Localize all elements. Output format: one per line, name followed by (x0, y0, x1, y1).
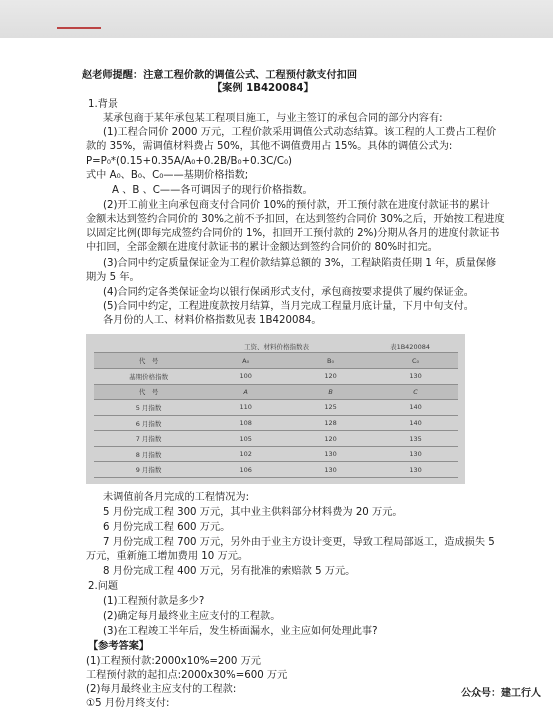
table-row (94, 400, 458, 416)
table-id: 表1B420084 (390, 342, 430, 351)
table-cell: 140 (373, 400, 458, 416)
case-label: 【案例 1B420084】 (212, 83, 314, 94)
table-cell: 130 (288, 462, 373, 478)
paragraph: (3)合同中约定质量保证金为工程价款结算总额的 3%，工程缺陷责任期 1 年，质量保修 (103, 258, 497, 269)
table-cell: 130 (288, 446, 373, 462)
table-cell: 8 月指数 (94, 446, 203, 462)
table-cell: 128 (288, 415, 373, 431)
table-cell: 108 (203, 415, 288, 431)
table-cell: 130 (373, 446, 458, 462)
work-intro: 未调值前各月完成的工程情况为: (103, 492, 250, 503)
question-item: (3)在工程竣工半年后，发生桥面漏水，业主应如何处理此事? (103, 626, 378, 637)
work-item: 5 月份完成工程 300 万元，其中业主供料部分材料费为 20 万元。 (103, 507, 403, 518)
paragraph: 某承包商于某年承包某工程项目施工，与业主签订的承包合同的部分内容有: (103, 113, 443, 124)
table-cell: 130 (373, 462, 458, 478)
paragraph: (1)工程合同价 2000 万元，工程价款采用调值公式动态结算。该工程的人工费占工程价 (103, 127, 497, 138)
table-cell: 130 (373, 369, 458, 385)
price-index-table-image (86, 334, 465, 484)
paragraph: 期为 5 年。 (86, 272, 140, 283)
table-cell: 140 (373, 415, 458, 431)
table-cell: 5 月指数 (94, 400, 203, 416)
table-header-cell: A (203, 384, 288, 400)
page-title: 赵老师提醒：注意工程价款的调值公式、工程预付款支付扣回 (82, 70, 358, 81)
table-header-cell: 代 号 (94, 384, 203, 400)
formula: P=P₀*(0.15+0.35A/A₀+0.2B/B₀+0.3C/C₀) (86, 156, 293, 167)
table-cell: 120 (288, 369, 373, 385)
table-cell: 基期价格指数 (94, 369, 203, 385)
answer-item: (2)每月最终业主应支付的工程款: (86, 684, 237, 695)
paragraph: A 、B 、C——各可调因子的现行价格指数。 (112, 185, 313, 196)
paragraph: 以固定比例(即每完成签约合同价的 1%，扣回开工预付款的 2%)分期从各月的进度付款证书 (86, 228, 500, 239)
paragraph: 各月份的人工、材料价格指数见表 1B420084。 (103, 315, 322, 326)
table-cell: 105 (203, 431, 288, 447)
table-caption-row (94, 340, 458, 353)
table-cell: 125 (288, 400, 373, 416)
work-item: 6 月份完成工程 600 万元。 (103, 522, 231, 533)
answer-item: (1)工程预付款:2000x10%=200 万元 (86, 656, 261, 667)
answer-item: 工程预付款的起扣点:2000x30%=600 万元 (86, 670, 288, 681)
header-underline (57, 27, 101, 29)
table-header-cell: 代 号 (94, 353, 203, 369)
paragraph: (5)合同中约定，工程进度款按月结算，当月完成工程量月底计量，下月中旬支付。 (103, 301, 474, 312)
table-header-cell: B₀ (288, 353, 373, 369)
table-cell: 135 (373, 431, 458, 447)
table-row (94, 462, 458, 478)
table-header-row (94, 384, 458, 400)
paragraph: 中扣回，全部金额在进度付款证书的累计金额达到签约合同价的 80%时扣完。 (86, 242, 438, 253)
table-header-row (94, 353, 458, 369)
table-cell: 120 (288, 431, 373, 447)
table-cell: 110 (203, 400, 288, 416)
answers-heading: 【参考答案】 (88, 641, 150, 652)
table-row (94, 415, 458, 431)
paragraph: (4)合同约定各类保证金均以银行保函形式支付，承包商按要求提供了履约保证金。 (103, 287, 474, 298)
table-row (94, 431, 458, 447)
table-caption: 工资、材料价格指数表 (244, 342, 309, 351)
table-header-cell: B (288, 384, 373, 400)
table-cell: 102 (203, 446, 288, 462)
work-item: 8 月份完成工程 400 万元，另有批准的索赔款 5 万元。 (103, 566, 356, 577)
table-header-cell: C₀ (373, 353, 458, 369)
table-header-cell: C (373, 384, 458, 400)
table-cell: 106 (203, 462, 288, 478)
price-index-table (94, 340, 458, 478)
paragraph: 款的 35%，需调值材料费占 50%，其他不调值费用占 15%。具体的调值公式为: (86, 141, 453, 152)
page-header-band (0, 0, 553, 38)
work-item: 7 月份完成工程 700 万元，另外由于业主方设计变更，导致工程局部返工，造成损失 5 (103, 537, 495, 548)
questions-heading: 2.问题 (88, 581, 119, 592)
table-row (94, 369, 458, 385)
section-background: 1.背景 (88, 99, 119, 110)
table-header-cell: A₀ (203, 353, 288, 369)
paragraph: 金额未达到签约合同价的 30%之前不予扣回，在达到签约合同价 30%之后，开始按工程进度 (86, 214, 505, 225)
question-item: (2)确定每月最终业主应支付的工程款。 (103, 611, 281, 622)
wechat-account-watermark: 公众号：建工行人 (461, 688, 541, 699)
table-cell: 7 月指数 (94, 431, 203, 447)
table-cell: 100 (203, 369, 288, 385)
table-row (94, 446, 458, 462)
table-cell: 9 月指数 (94, 462, 203, 478)
paragraph: (2)开工前业主向承包商支付合同价 10%的预付款，开工预付款在进度付款证书的累计 (103, 200, 490, 211)
table-cell: 6 月指数 (94, 415, 203, 431)
work-item: 万元，重新施工增加费用 10 万元。 (86, 551, 249, 562)
question-item: (1)工程预付款是多少? (103, 596, 205, 607)
paragraph: 式中 A₀、B₀、C₀——基期价格指数; (86, 170, 249, 181)
answer-item: ①5 月份月终支付: (86, 698, 170, 709)
